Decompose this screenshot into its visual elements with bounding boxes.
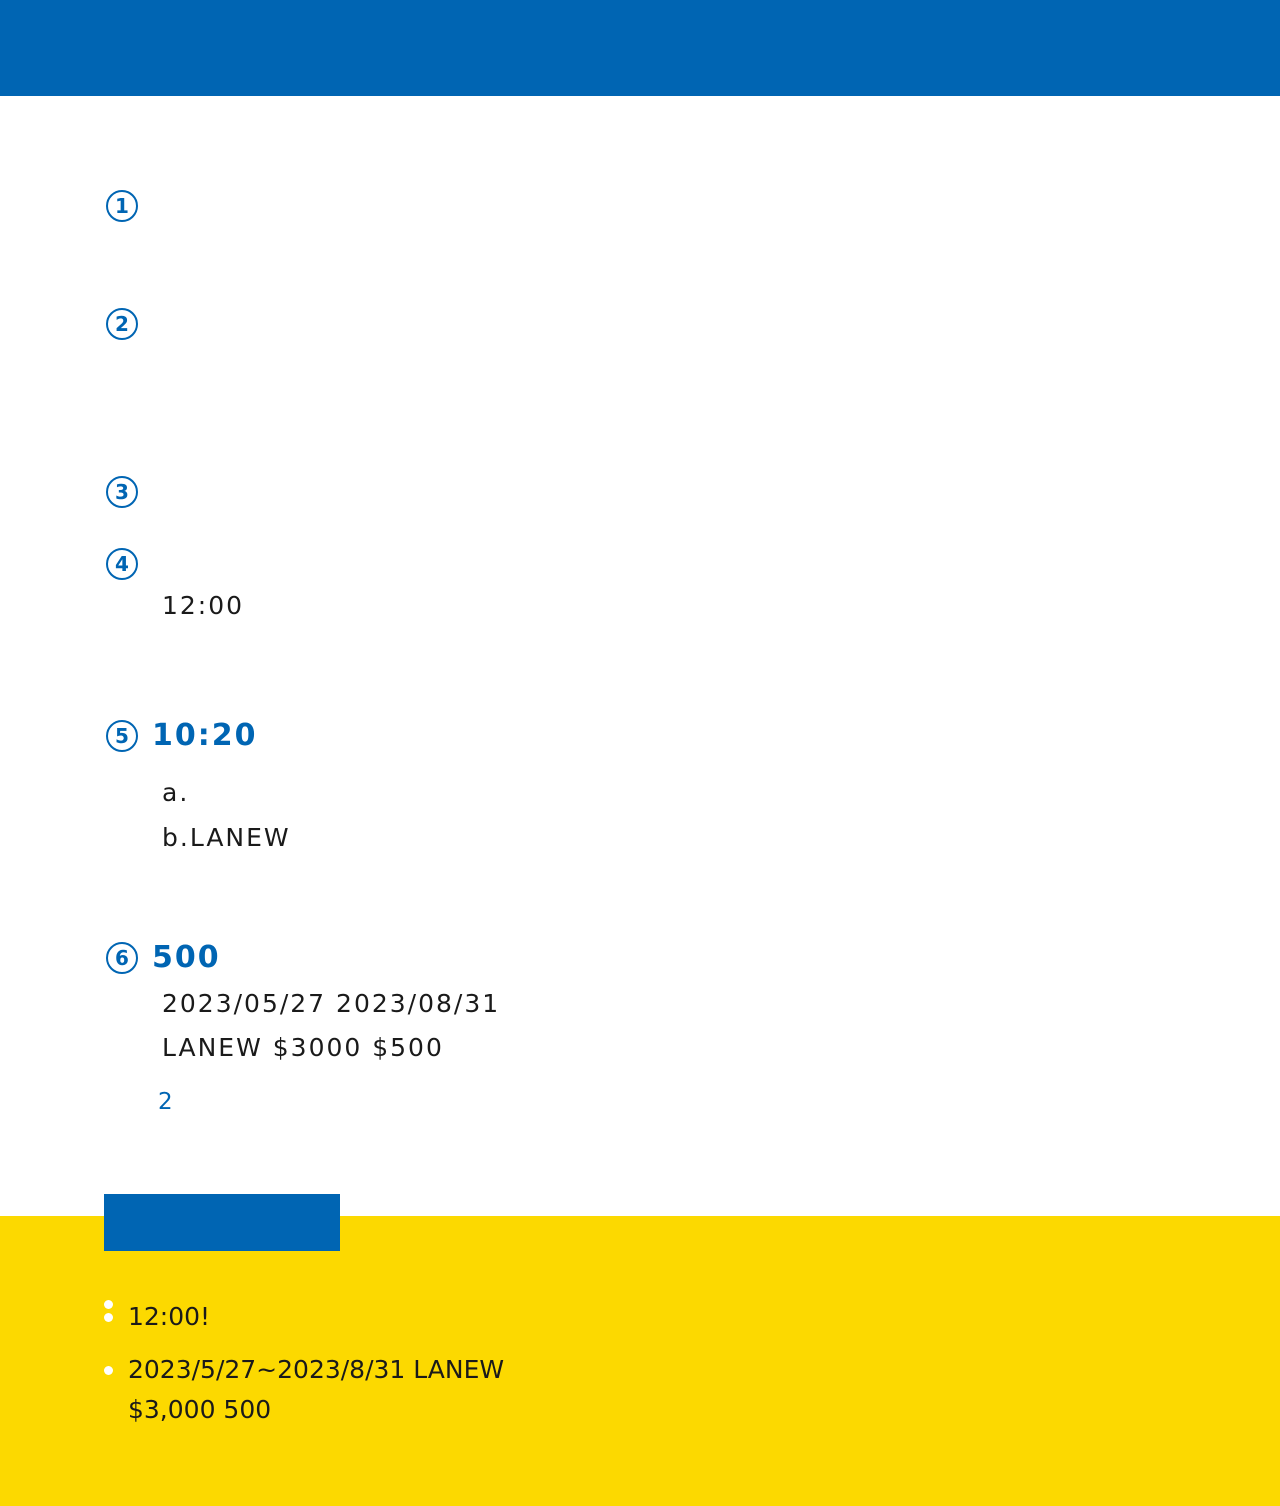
bullet-icon (104, 1313, 113, 1322)
reminder-tag (104, 1194, 340, 1251)
reminder-list (104, 1284, 1234, 1430)
step-3 (106, 476, 1246, 508)
option-prefix: a. (162, 778, 190, 807)
reminder-text: 12:00! (128, 1302, 211, 1331)
step-body-line: 12:00 (162, 591, 245, 620)
step-5-body (162, 770, 1246, 860)
reminder-text: 2023/5/27~2023/8/31 LANEW (128, 1355, 505, 1384)
step-6 (106, 938, 1246, 1122)
step-3-title (106, 476, 1246, 508)
bullet-icon (104, 1366, 113, 1375)
reminder-item (104, 1297, 1234, 1337)
step-number-badge: 5 (106, 720, 138, 752)
reminder-text: $3,000 500 (128, 1395, 272, 1424)
step-number-badge: 1 (106, 190, 138, 222)
step-1-title (106, 190, 1246, 222)
option-text: LANEW (189, 823, 291, 852)
reminder-item (104, 1350, 1234, 1430)
page-header (0, 0, 1280, 96)
shuttle-option-paid (162, 815, 1246, 860)
step-2 (106, 308, 1246, 344)
step-1 (106, 190, 1246, 226)
step-6-body (162, 982, 1246, 1070)
step-title-text: 500 (152, 940, 221, 975)
shuttle-option-free (162, 770, 1246, 815)
step-body-line: LANEW $3000 $500 (162, 1033, 444, 1062)
step-4-title (106, 548, 1246, 580)
step-6-title (106, 938, 1246, 978)
step-number-badge: 2 (106, 308, 138, 340)
option-prefix: b. (162, 823, 190, 852)
step-4 (106, 548, 1246, 628)
step-number-badge: 6 (106, 942, 138, 974)
step-5 (106, 716, 1246, 860)
note-line: 2 (158, 1089, 175, 1115)
step-2-title (106, 308, 1246, 340)
step-number-badge: 4 (106, 548, 138, 580)
step-body-line: 2023/05/27 2023/08/31 (162, 989, 501, 1018)
step-title-text: 10:20 (152, 718, 258, 753)
step-number-badge: 3 (106, 476, 138, 508)
step-5-title (106, 716, 1246, 756)
step-4-body (162, 584, 1246, 628)
step-6-note (158, 1082, 1246, 1122)
